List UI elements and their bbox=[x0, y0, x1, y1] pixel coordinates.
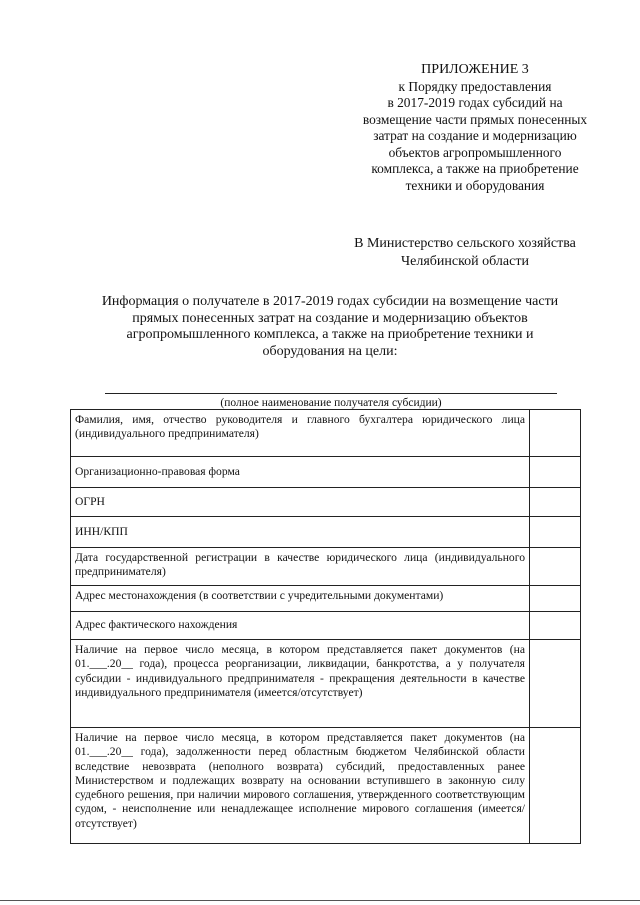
table-row bbox=[71, 586, 581, 612]
appendix-line: объектов агропромышленного bbox=[388, 144, 562, 160]
appendix-line: возмещение части прямых понесенных bbox=[362, 111, 588, 127]
page-bottom-rule bbox=[0, 900, 640, 901]
table-row bbox=[71, 410, 581, 457]
row-value-cell[interactable] bbox=[530, 488, 581, 517]
appendix-line: техники и оборудования bbox=[405, 177, 545, 193]
document-heading bbox=[70, 294, 590, 360]
row-label: Адрес фактического нахождения bbox=[71, 612, 530, 640]
appendix-line: затрат на создание и модернизацию bbox=[373, 128, 577, 143]
addressee-block bbox=[340, 235, 590, 271]
appendix-line: в 2017-2019 годах субсидий на bbox=[387, 95, 563, 110]
table-row bbox=[71, 612, 581, 640]
table-row bbox=[71, 517, 581, 548]
row-label: Адрес местонахождения (в соответствии с учредительными документами) bbox=[71, 586, 530, 612]
table-row bbox=[71, 457, 581, 488]
heading-line: агропромышленного комплекса, а также на приобретение техники и bbox=[126, 327, 534, 342]
addressee-line: Челябинской области bbox=[401, 254, 529, 269]
heading-line: Информация о получателе в 2017-2019 годах субсидии на возмещение части bbox=[101, 294, 559, 309]
recipient-name-caption: (полное наименование получателя субсидии) bbox=[220, 397, 442, 409]
row-value-cell[interactable] bbox=[530, 612, 581, 640]
row-value-cell[interactable] bbox=[530, 640, 581, 728]
row-value-cell[interactable] bbox=[530, 548, 581, 586]
row-label: ОГРН bbox=[71, 488, 530, 517]
row-label: ИНН/КПП bbox=[71, 517, 530, 548]
row-label: Организационно-правовая форма bbox=[71, 457, 530, 488]
row-label: Наличие на первое число месяца, в котором представляется пакет документов (на 01.___.20__ года), процесса реорганизации, ликвидации, банкротства, а у получателя субсидии - индивидуального предпринимателя - прекращения деятельности в качестве индивидуального предпринимателя (имеется/отсутствует) bbox=[71, 640, 530, 728]
row-value-cell[interactable] bbox=[530, 410, 581, 457]
heading-line: оборудования на цели: bbox=[262, 343, 398, 359]
table-row bbox=[71, 548, 581, 586]
row-label: Фамилия, имя, отчество руководителя и главного бухгалтера юридического лица (индивидуального предпринимателя) bbox=[71, 410, 530, 457]
appendix-line: к Порядку предоставления bbox=[398, 78, 552, 94]
appendix-line: комплекса, а также на приобретение bbox=[371, 161, 579, 176]
appendix-title: ПРИЛОЖЕНИЕ 3 bbox=[421, 62, 529, 77]
row-value-cell[interactable] bbox=[530, 728, 581, 844]
row-value-cell[interactable] bbox=[530, 457, 581, 488]
row-value-cell[interactable] bbox=[530, 517, 581, 548]
row-label: Наличие на первое число месяца, в котором представляется пакет документов (на 01.___.20__ года), задолженности перед областным бюджетом Челябинской области вследствие невозврата (неполного возврата) субсидий, предоставленных ранее Министерством и подлежащих возврату на основании вступившего в законную силу судебного решения, при наличии мирового соглашения, утвержденного соответствующим судом, - неисполнение или ненадлежащее исполнение мирового соглашения (имеется/отсутствует) bbox=[71, 728, 530, 844]
row-value-cell[interactable] bbox=[530, 586, 581, 612]
recipient-name-line[interactable] bbox=[105, 393, 557, 394]
appendix-block bbox=[360, 62, 590, 194]
table-row bbox=[71, 640, 581, 728]
recipient-info-table bbox=[70, 409, 581, 844]
heading-line: прямых понесенных затрат на создание и модернизацию объектов bbox=[132, 310, 528, 326]
addressee-line: В Министерство сельского хозяйства bbox=[354, 236, 576, 251]
table-row bbox=[71, 728, 581, 844]
table-row bbox=[71, 488, 581, 517]
row-label: Дата государственной регистрации в качестве юридического лица (индивидуального предпринимателя) bbox=[71, 548, 530, 586]
